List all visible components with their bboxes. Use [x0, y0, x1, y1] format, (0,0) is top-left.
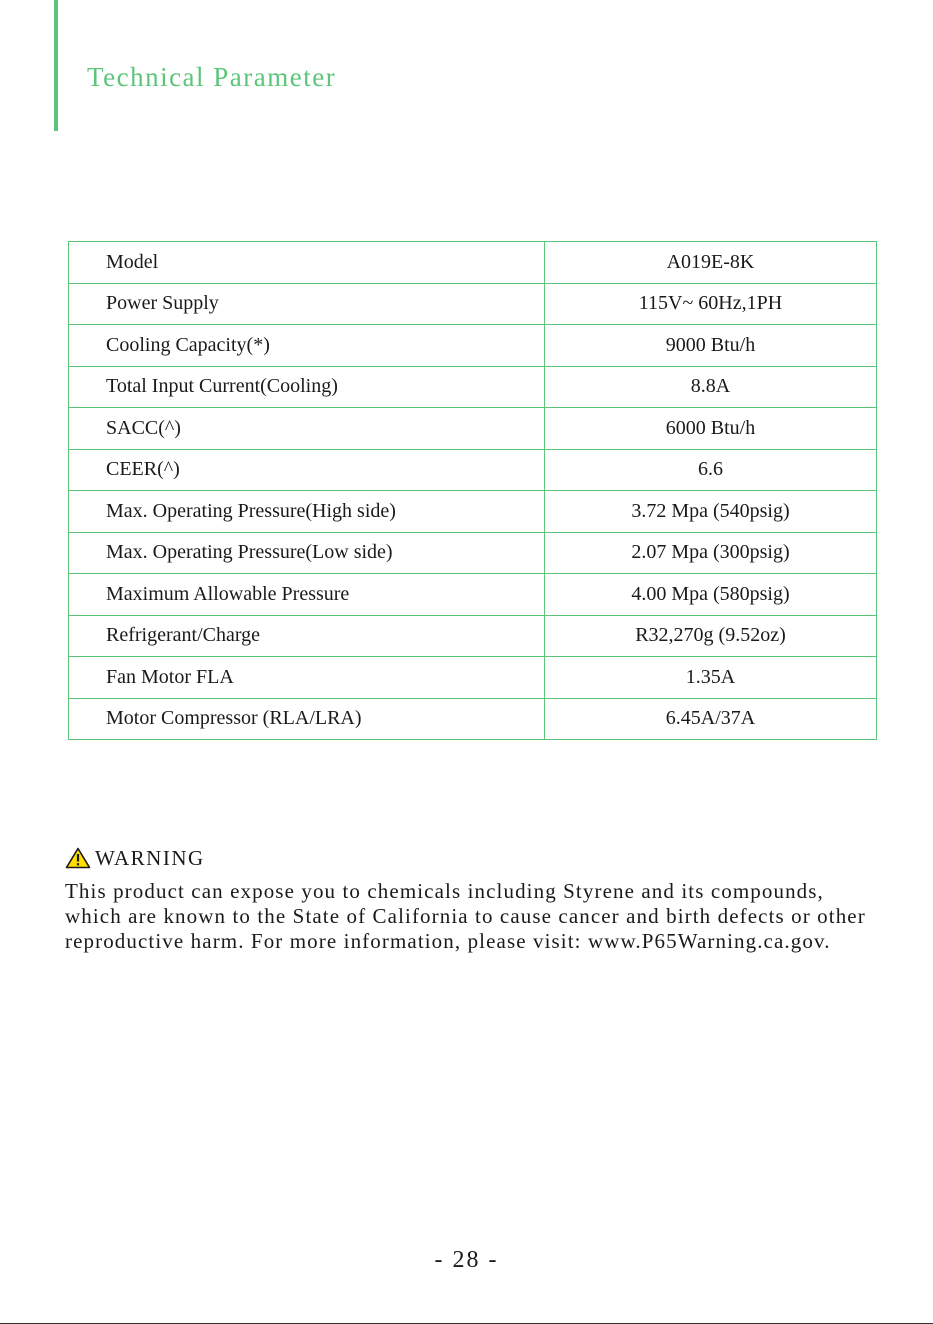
parameter-value: 6.6 — [545, 449, 877, 491]
parameter-name: Max. Operating Pressure(High side) — [69, 491, 545, 533]
table-row — [69, 698, 877, 740]
prop65-warning — [65, 845, 895, 954]
parameter-name: Refrigerant/Charge — [69, 615, 545, 657]
table-row — [69, 532, 877, 574]
parameter-value: 3.72 Mpa (540psig) — [545, 491, 877, 533]
parameter-name: SACC(^) — [69, 408, 545, 450]
warning-header — [65, 845, 895, 871]
parameter-value: 9000 Btu/h — [545, 325, 877, 367]
warning-title: WARNING — [95, 845, 205, 870]
title-accent-bar — [54, 0, 58, 131]
parameter-name: Power Supply — [69, 283, 545, 325]
page-number: - 28 - — [434, 1247, 499, 1273]
table-row — [69, 657, 877, 699]
table-row — [69, 491, 877, 533]
parameter-name: Max. Operating Pressure(Low side) — [69, 532, 545, 574]
parameter-name: Fan Motor FLA — [69, 657, 545, 699]
parameter-value: 115V~ 60Hz,1PH — [545, 283, 877, 325]
table-row — [69, 325, 877, 367]
table-row — [69, 283, 877, 325]
parameter-name: Maximum Allowable Pressure — [69, 574, 545, 616]
parameter-value: 1.35A — [545, 657, 877, 699]
warning-text: This product can expose you to chemicals including Styrene and its compounds, which are known to the State of California to cause cancer and birth defects or other reproductive harm. For more information, please visit: www.P65Warning.ca.gov. — [65, 879, 866, 953]
parameter-value: 4.00 Mpa (580psig) — [545, 574, 877, 616]
table-row — [69, 615, 877, 657]
table-row — [69, 574, 877, 616]
parameter-name: CEER(^) — [69, 449, 545, 491]
table-row — [69, 408, 877, 450]
table-row — [69, 449, 877, 491]
parameter-name: Cooling Capacity(*) — [69, 325, 545, 367]
parameter-value: A019E-8K — [545, 242, 877, 284]
parameter-name: Motor Compressor (RLA/LRA) — [69, 698, 545, 740]
spec-table-body — [69, 242, 877, 740]
parameter-name: Model — [69, 242, 545, 284]
page-title: Technical Parameter — [87, 62, 337, 92]
parameter-value: 2.07 Mpa (300psig) — [545, 532, 877, 574]
parameter-value: 6.45A/37A — [545, 698, 877, 740]
parameter-name: Total Input Current(Cooling) — [69, 366, 545, 408]
warning-triangle-icon — [65, 847, 91, 869]
parameter-value: 8.8A — [545, 366, 877, 408]
table-row — [69, 242, 877, 284]
technical-parameter-table — [68, 241, 877, 740]
parameter-value: 6000 Btu/h — [545, 408, 877, 450]
parameter-value: R32,270g (9.52oz) — [545, 615, 877, 657]
table-row — [69, 366, 877, 408]
